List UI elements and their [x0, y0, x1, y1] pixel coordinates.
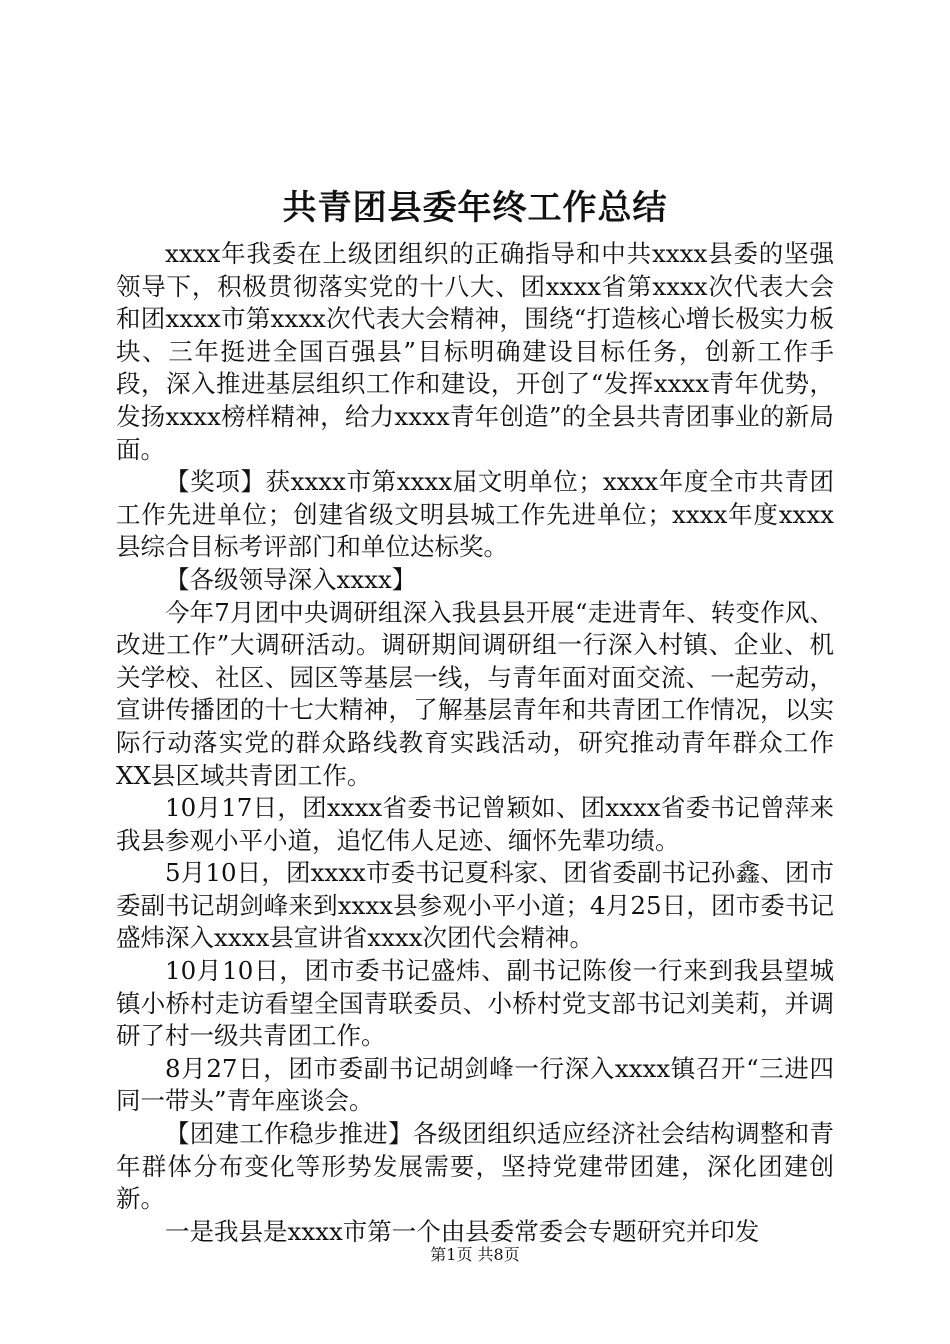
paragraph-awards: 【奖项】获xxxx市第xxxx届文明单位；xxxx年度全市共青团工作先进单位；创建省级文明县城工作先进单位；xxxx年度xxxx县综合目标考评部门和单位达标奖。 — [116, 467, 834, 562]
paragraph-leaders-heading: 【各级领导深入xxxx】 — [165, 564, 417, 594]
paragraph-research-visit: 今年7月团中央调研组深入我县县开展“走进青年、转变作风、改进工作”大调研活动。调研期间调研组一行深入村镇、企业、机关学校、社区、园区等基层一线，与青年面对面交流、一起劳动，宣讲传播团的十七大精神，了解基层青年和共青团工作情况，以实际行动落实党的群众路线教育实践活动，研究推动青年群众工作XX县区域共青团工作。 — [116, 597, 834, 790]
paragraph-oct-17: 10月17日，团xxxx省委书记曾颖如、团xxxx省委书记曾萍来我县参观小平小道，追忆伟人足迹、缅怀先辈功绩。 — [116, 793, 834, 855]
paragraph-league-building: 【团建工作稳步推进】各级团组织适应经济社会结构调整和青年群体分布变化等形势发展需要，坚持党建带团建，深化团建创新。 — [116, 1119, 834, 1214]
paragraph-first-point: 一是我县是xxxx市第一个由县委常委会专题研究并印发 — [165, 1216, 760, 1246]
paragraph-may-10: 5月10日，团xxxx市委书记夏科家、团省委副书记孙鑫、团市委副书记胡剑峰来到xxxx县参观小平小道；4月25日，团市委书记盛炜深入xxxx县宣讲省xxxx次团代会精神。 — [116, 858, 834, 953]
document-body — [116, 238, 834, 1248]
paragraph-aug-27: 8月27日，团市委副书记胡剑峰一行深入xxxx镇召开“三进四同一带头”青年座谈会。 — [116, 1053, 834, 1116]
paragraph-oct-10: 10月10日，团市委书记盛炜、副书记陈俊一行来到我县望城镇小桥村走访看望全国青联委员、小桥村党支部书记刘美莉，并调研了村一级共青团工作。 — [116, 956, 834, 1051]
paragraph-intro: xxxx年我委在上级团组织的正确指导和中共xxxx县委的坚强领导下，积极贯彻落实党的十八大、团xxxx省第xxxx次代表大会和团xxxx市第xxxx次代表大会精神，围绕“打造核心增长极实力板块、三年挺进全国百强县”目标明确建设目标任务，创新工作手段，深入推进基层组织工作和建设，开创了“发挥xxxx青年优势，发扬xxxx榜样精神，给力xxxx青年创造”的全县共青团事业的新局面。 — [116, 239, 834, 464]
document-title: 共青团县委年终工作总结 — [282, 188, 668, 228]
page-number: 第1页 共8页 — [430, 1245, 520, 1264]
